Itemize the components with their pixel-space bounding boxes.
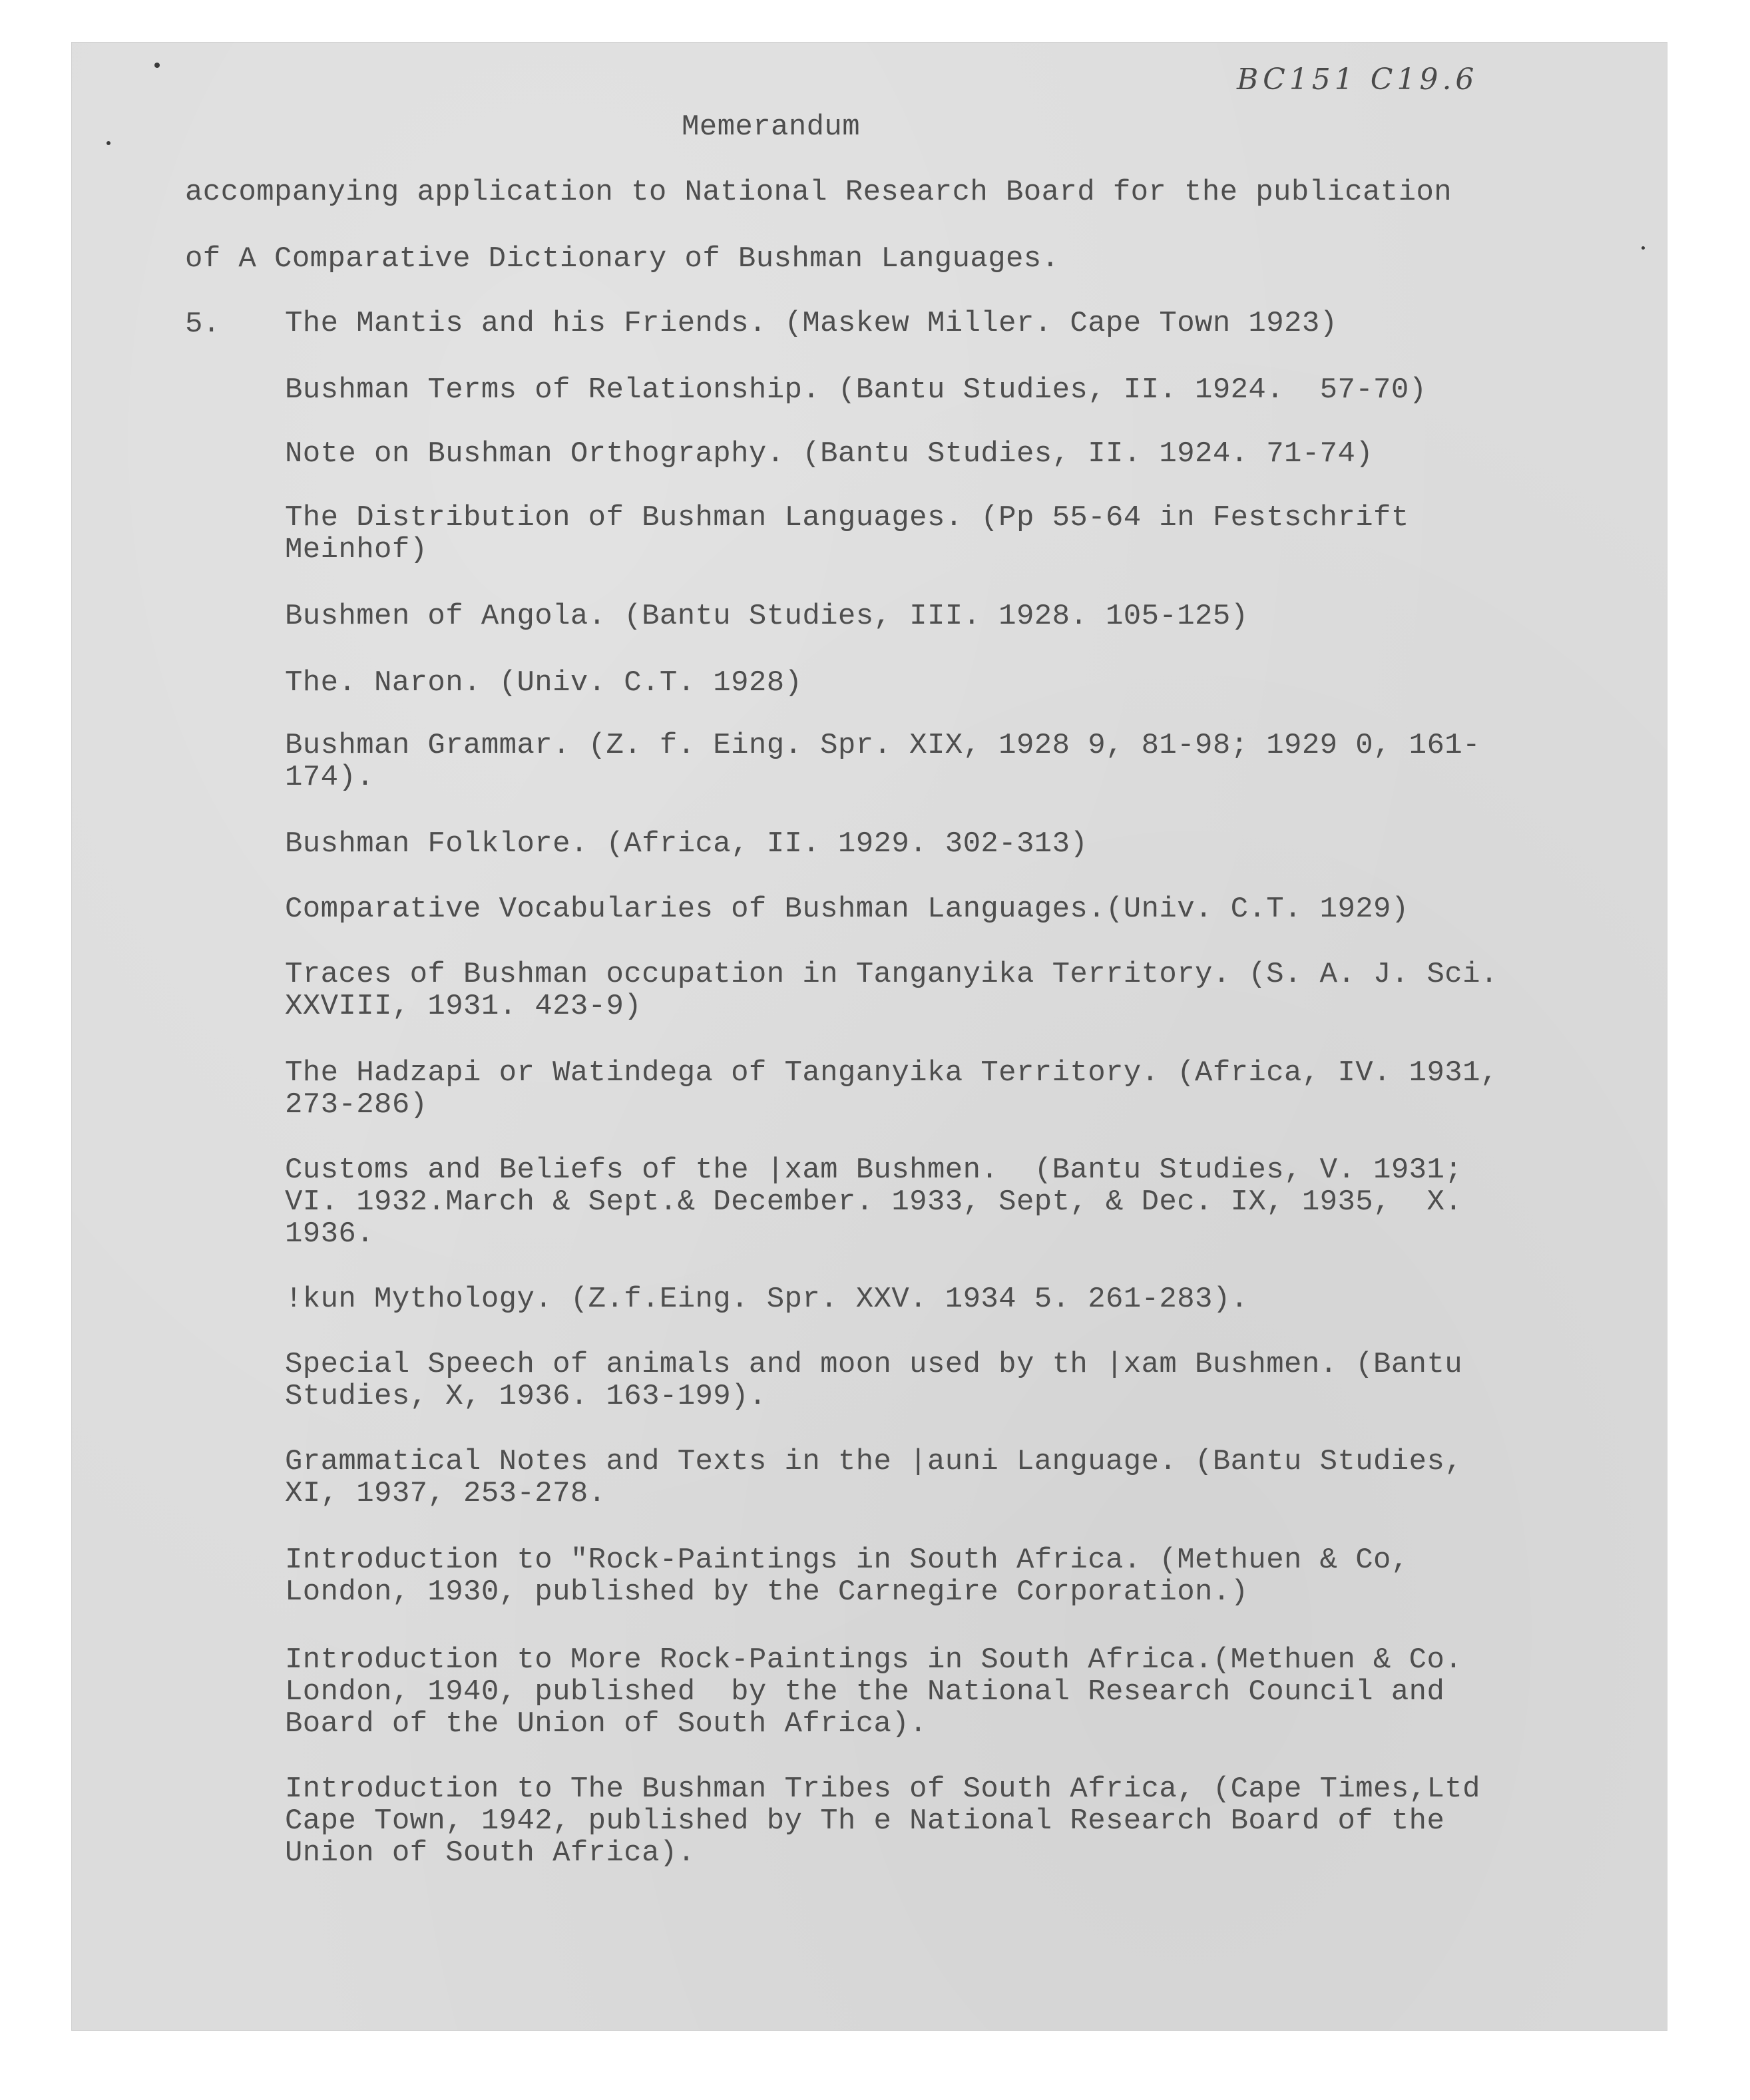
publication-entry: Introduction to "Rock-Paintings in South Africa. (Methuen & Co, London, 1930, published by the Carnegire Corporation.) <box>285 1544 1409 1609</box>
publication-entry: Bushmen of Angola. (Bantu Studies, III. 1928. 105-125) <box>285 600 1249 633</box>
publication-entry: Bushman Terms of Relationship. (Bantu Studies, II. 1924. 57-70) <box>285 373 1427 407</box>
publication-entry: Bushman Grammar. (Z. f. Eing. Spr. XIX, 1928 9, 81-98; 1929 0, 161- 174). <box>285 729 1480 794</box>
publication-entry: The Hadzapi or Watindega of Tanganyika Territory. (Africa, IV. 1931, 273-286) <box>285 1056 1498 1122</box>
ink-speck <box>154 63 160 68</box>
publication-entry: Grammatical Notes and Texts in the |auni Language. (Bantu Studies, XI, 1937, 253-278. <box>285 1445 1463 1510</box>
publication-entry: Note on Bushman Orthography. (Bantu Studies, II. 1924. 71-74) <box>285 437 1374 471</box>
publication-entry: Comparative Vocabularies of Bushman Languages.(Univ. C.T. 1929) <box>285 893 1409 926</box>
page-title: Memerandum <box>682 110 861 144</box>
publication-entry: The Mantis and his Friends. (Maskew Miller. Cape Town 1923) <box>285 307 1338 340</box>
ink-speck <box>107 141 110 145</box>
publication-entry: Special Speech of animals and moon used by th |xam Bushmen. (Bantu Studies, X, 1936. 163-199). <box>285 1348 1463 1413</box>
ink-speck <box>1641 246 1645 250</box>
publication-entry: !kun Mythology. (Z.f.Eing. Spr. XXV. 1934 5. 261-283). <box>285 1283 1249 1316</box>
intro-line-1: accompanying application to National Research Board for the publication <box>185 176 1452 209</box>
item-number: 5. <box>185 308 220 341</box>
publication-entry: Introduction to The Bushman Tribes of South Africa, (Cape Times,Ltd Cape Town, 1942, published by Th e National Research Board of the Union of South Africa). <box>285 1773 1480 1870</box>
intro-line-2: of A Comparative Dictionary of Bushman Languages. <box>185 242 1060 276</box>
handwritten-archive-reference: BC151 C19.6 <box>1237 63 1478 97</box>
publication-entry: The Distribution of Bushman Languages. (Pp 55-64 in Festschrift Meinhof) <box>285 501 1409 566</box>
publication-entry: Traces of Bushman occupation in Tanganyika Territory. (S. A. J. Sci. XXVIII, 1931. 423-9) <box>285 958 1498 1023</box>
publication-entry: Bushman Folklore. (Africa, II. 1929. 302-313) <box>285 827 1088 861</box>
publication-entry: Introduction to More Rock-Paintings in South Africa.(Methuen & Co. London, 1940, published by the the National Research Council and Board of the Union of South Africa). <box>285 1643 1463 1741</box>
publication-entry: The. Naron. (Univ. C.T. 1928) <box>285 666 803 700</box>
publication-entry: Customs and Beliefs of the |xam Bushmen. (Bantu Studies, V. 1931; VI. 1932.March & Sept.& December. 1933, Sept, & Dec. IX, 1935, X. 1936. <box>285 1154 1463 1251</box>
